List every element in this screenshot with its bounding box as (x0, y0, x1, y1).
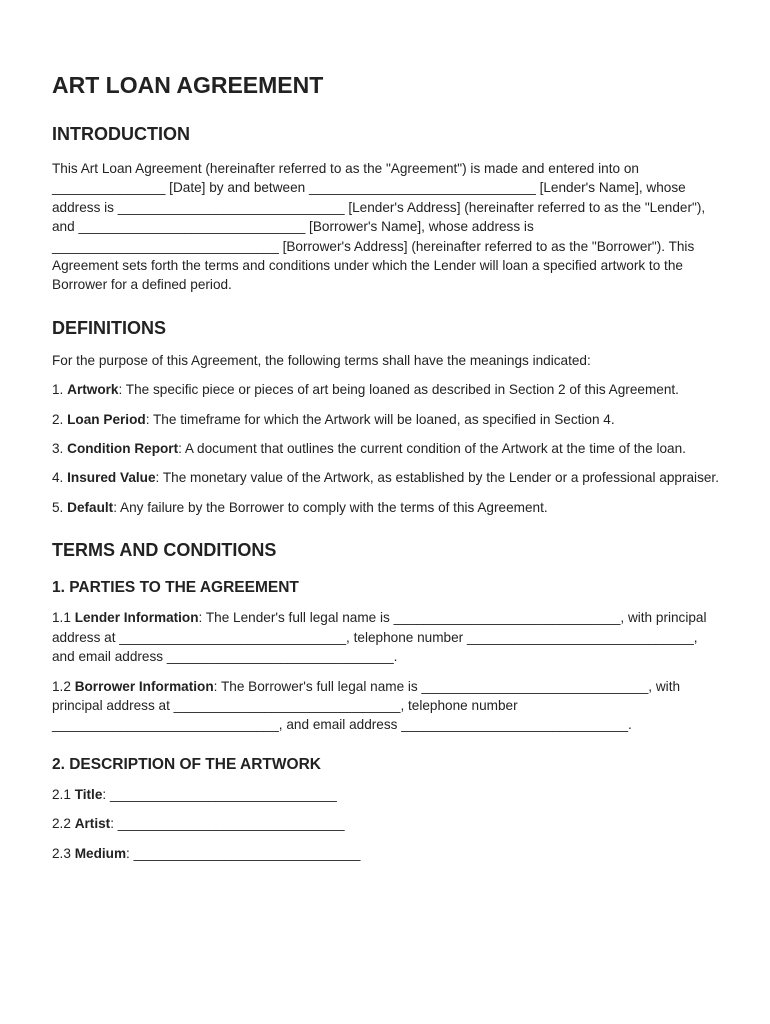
definition-item-artwork (52, 380, 722, 399)
clause-term: Medium (74, 845, 127, 861)
definition-item-loan-period (52, 410, 722, 429)
clause-text: : ______________________________ (126, 845, 361, 861)
definition-item-insured-value (52, 468, 722, 487)
definition-text: : The timeframe for which the Artwork will be loaned, as specified in Section 4. (145, 411, 615, 427)
clause-number: 2.1 (52, 786, 75, 802)
clause-term: Borrower Information (74, 678, 214, 694)
definition-text: : The monetary value of the Artwork, as established by the Lender or a professional appraiser. (155, 470, 719, 486)
parties-heading: 1. PARTIES TO THE AGREEMENT (52, 579, 299, 597)
document-content (52, 70, 722, 873)
terms-heading: TERMS AND CONDITIONS (52, 540, 277, 561)
clause-text: : The Borrower's full legal name is ______________________________, with principal address at ______________________________, telephone number ______________________________, and email address ______________________________. (52, 678, 681, 733)
definition-item-condition-report (52, 439, 722, 458)
definitions-intro: For the purpose of this Agreement, the following terms shall have the meanings indicated: (52, 352, 591, 368)
clause-text: : ______________________________ (102, 786, 337, 802)
definitions-heading: DEFINITIONS (52, 317, 167, 338)
definition-term: Insured Value (67, 470, 156, 486)
definition-term: Loan Period (67, 411, 146, 427)
definition-number: 1. (52, 382, 68, 398)
definition-number: 2. (52, 411, 68, 427)
definition-term: Condition Report (67, 441, 179, 457)
document-title: ART LOAN AGREEMENT (52, 72, 324, 98)
definition-term: Artwork (67, 382, 119, 398)
definition-number: 5. (52, 499, 68, 515)
lender-information (52, 608, 722, 666)
clause-number: 2.3 (52, 845, 75, 861)
artwork-artist-field (52, 814, 722, 833)
definition-text: : The specific piece or pieces of art being loaned as described in Section 2 of this Agreement. (118, 382, 679, 398)
definition-item-default (52, 498, 722, 517)
definition-text: : Any failure by the Borrower to comply with the terms of this Agreement. (113, 499, 548, 515)
description-heading: 2. DESCRIPTION OF THE ARTWORK (52, 755, 321, 773)
clause-text: : ______________________________ (110, 816, 345, 832)
introduction-heading: INTRODUCTION (52, 124, 190, 144)
artwork-title-field (52, 785, 722, 804)
introduction-paragraph: This Art Loan Agreement (hereinafter referred to as the "Agreement") is made and entered into on _______________ [Date] by and between ______________________________ [Lender's Name], whose address is ______________________________ [Lender's Address] (hereinafter referred to as the "Lender"), and ______________________________ [Borrower's Name], whose address is ______________________________ [Borrower's Address] (hereinafter referred to as the "Borrower"). This Agreement sets forth the terms and conditions under which the Lender will loan a specified artwork to the Borrower for a defined period. (52, 161, 706, 293)
definition-text: : A document that outlines the current condition of the Artwork at the time of the loan. (178, 441, 686, 457)
clause-term: Lender Information (74, 610, 199, 626)
borrower-information (52, 677, 722, 735)
definition-term: Default (67, 499, 114, 515)
definition-number: 3. (52, 441, 68, 457)
clause-number: 1.2 (52, 678, 75, 694)
artwork-medium-field (52, 844, 722, 863)
clause-term: Title (74, 786, 103, 802)
clause-text: : The Lender's full legal name is ______________________________, with principal address at ______________________________, telephone number ______________________________, and email address ______________________________. (52, 610, 707, 665)
clause-number: 2.2 (52, 816, 75, 832)
definition-number: 4. (52, 470, 68, 486)
clause-number: 1.1 (52, 610, 75, 626)
clause-term: Artist (74, 816, 111, 832)
